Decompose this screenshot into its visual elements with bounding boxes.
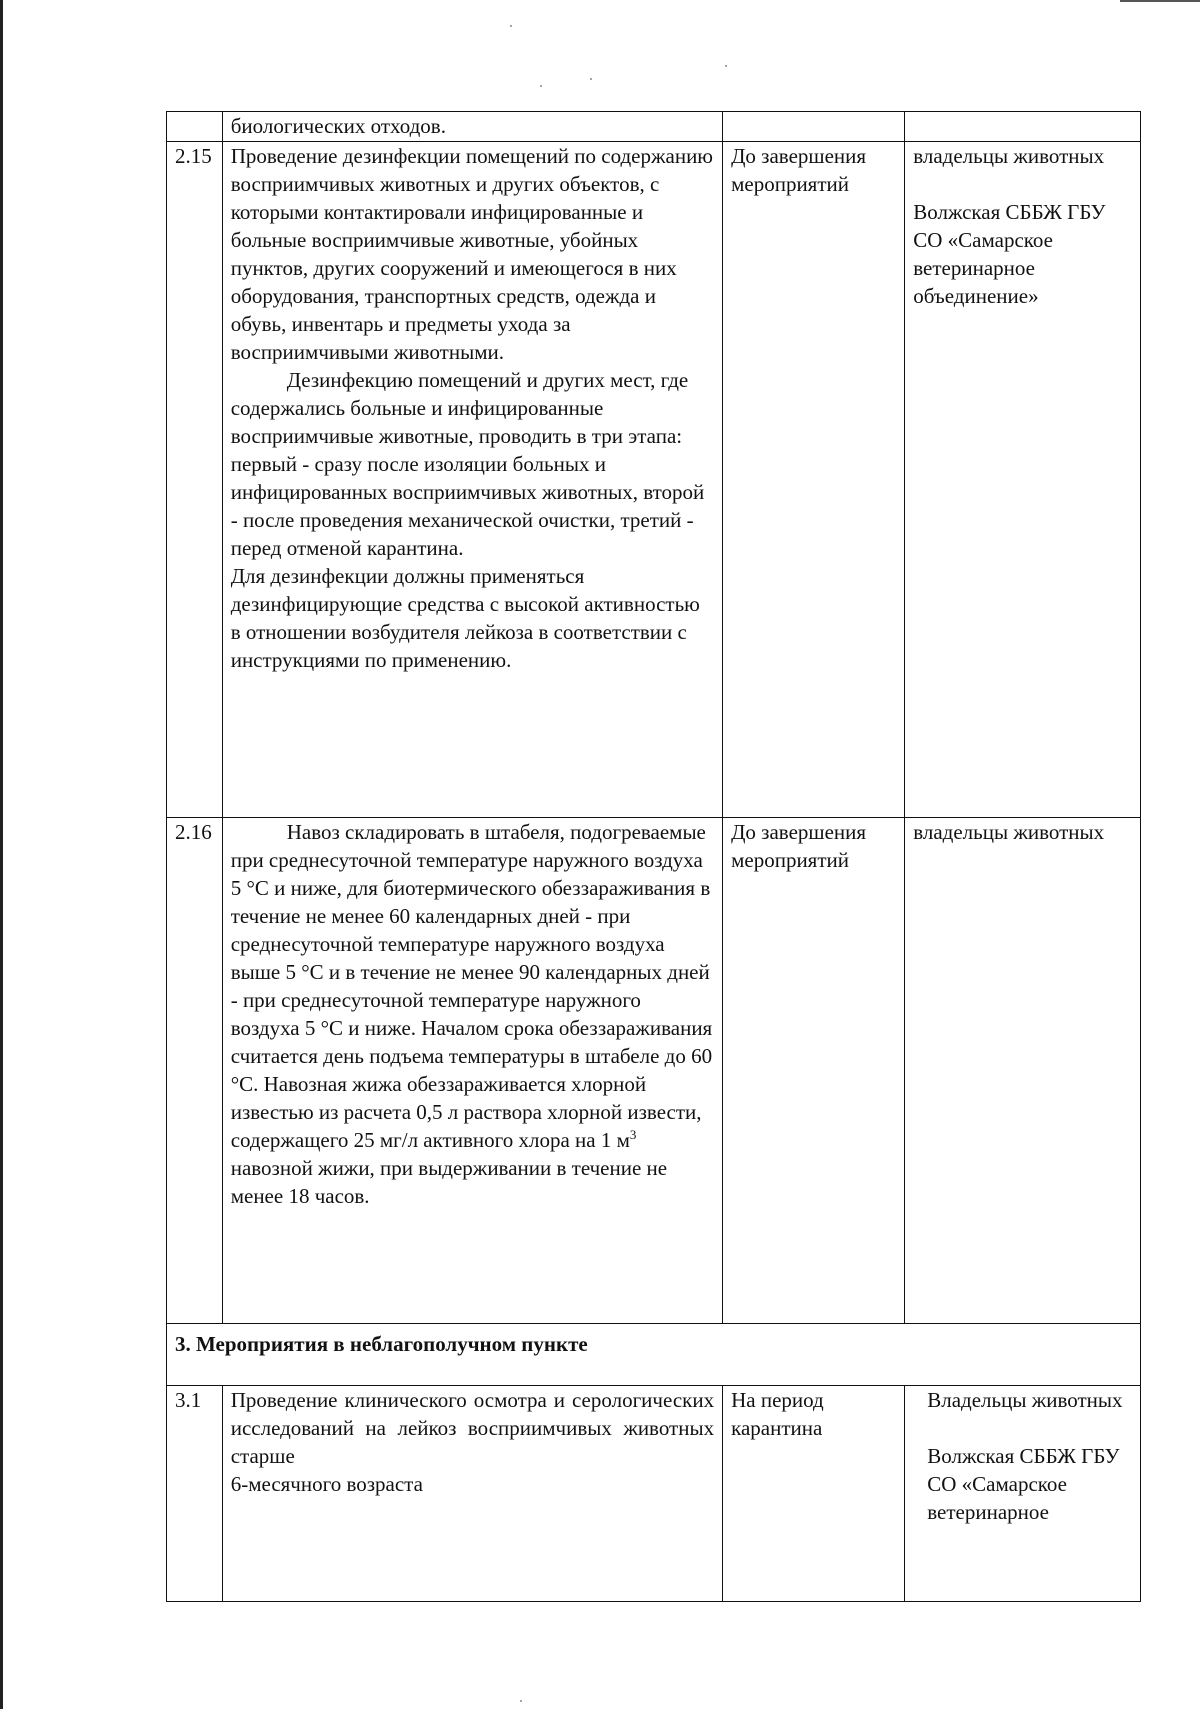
action-main: Навоз складировать в штабеля, подогреваемые при среднесуточной температуре наружного воздуха 5 °С и ниже, для биотермического обеззараживания в течение не менее 60 календарных дней - при среднесуточной температуре наружного воздуха выше 5 °С и в течение не менее 90 календарных дней - при среднесуточной температуре наружного воздуха 5 °С и ниже. Началом срока обеззараживания считается день подъема температуры в штабеле до 60 °С. Навозная жижа обеззараживается хлорной известью из расчета 0,5 л раствора хлорной извести, содержащего 25 мг/л активного хлора на 1 м: [230, 820, 713, 1152]
section-row-3: [167, 1324, 1141, 1386]
term-text: До завершения мероприятий: [731, 820, 867, 872]
table-row-continuation: [167, 112, 1141, 142]
responsible-owners: владельцы животных: [913, 820, 1105, 844]
cell-action: [222, 1386, 722, 1602]
scan-speck: [540, 85, 542, 87]
cell-action: [222, 818, 722, 1324]
cell-responsible: [905, 818, 1141, 1324]
scan-border-left: [0, 0, 3, 1709]
cell-term: [723, 1386, 905, 1602]
cell-term: [723, 142, 905, 818]
cell-term: [723, 818, 905, 1324]
action-text: Проведение клинического осмотра и серологических исследований на лейкоз восприимчивых животных старше: [230, 1388, 715, 1468]
measures-table: [166, 111, 1141, 1602]
action-tail: навозной жижи, при выдерживании в течение не менее 18 часов.: [230, 1156, 668, 1208]
table-row-2-15: [167, 142, 1141, 818]
row-number: 2.15: [167, 142, 223, 818]
responsible-vet-service: Волжская СББЖ ГБУ СО «Самарское ветеринарное: [927, 1444, 1120, 1524]
cell-responsible: [905, 142, 1141, 818]
responsible-owners: Владельцы животных: [927, 1388, 1123, 1412]
action-paragraph-3: Для дезинфекции должны применяться дезинфицирующие средства с высокой активностью в отношении возбудителя лейкоза в соответствии с инструкциями по применению.: [230, 564, 700, 672]
responsible-vet-service: Волжская СББЖ ГБУ СО «Самарское ветеринарное объединение»: [913, 200, 1106, 308]
row-number: 2.16: [167, 818, 223, 1324]
action-text: биологических отходов.: [230, 114, 446, 138]
action-paragraph-1: Проведение дезинфекции помещений по содержанию восприимчивых животных и других объектов, с которыми контактировали инфицированные и больные восприимчивые животные, убойных пунктов, других сооружений и имеющегося в них оборудования, транспортных средств, одежда и обувь, инвентарь и предметы ухода за восприимчивыми животными.: [230, 144, 713, 364]
table-row-3-1: [167, 1386, 1141, 1602]
scan-speck: [520, 1700, 522, 1702]
scan-border-top: [1120, 0, 1200, 2]
table-row-2-16: [167, 818, 1141, 1324]
cell-num: [167, 112, 223, 142]
cell-term: [723, 112, 905, 142]
superscript-3: 3: [629, 1127, 637, 1142]
action-paragraph-2: Дезинфекцию помещений и других мест, где содержались больные и инфицированные восприимчивые животные, проводить в три этапа: первый - сразу после изоляции больных и инфицированных восприимчивых животных, второй - после проведения механической очистки, третий - перед отменой карантина.: [230, 368, 705, 560]
action-text-line-2: 6-месячного возраста: [230, 1472, 423, 1496]
cell-action: [222, 112, 722, 142]
scan-speck: [590, 78, 592, 80]
responsible-owners: владельцы животных: [913, 144, 1105, 168]
term-text: До завершения мероприятий: [731, 144, 867, 196]
scan-speck: [725, 65, 727, 67]
cell-responsible: [905, 112, 1141, 142]
section-title: 3. Мероприятия в неблагополучном пункте: [167, 1324, 1141, 1386]
scan-speck: [510, 25, 512, 27]
action-text: [231, 818, 714, 1210]
cell-action: [222, 142, 722, 818]
row-number: 3.1: [167, 1386, 223, 1602]
term-text: На период карантина: [731, 1388, 824, 1440]
cell-responsible: [905, 1386, 1141, 1602]
